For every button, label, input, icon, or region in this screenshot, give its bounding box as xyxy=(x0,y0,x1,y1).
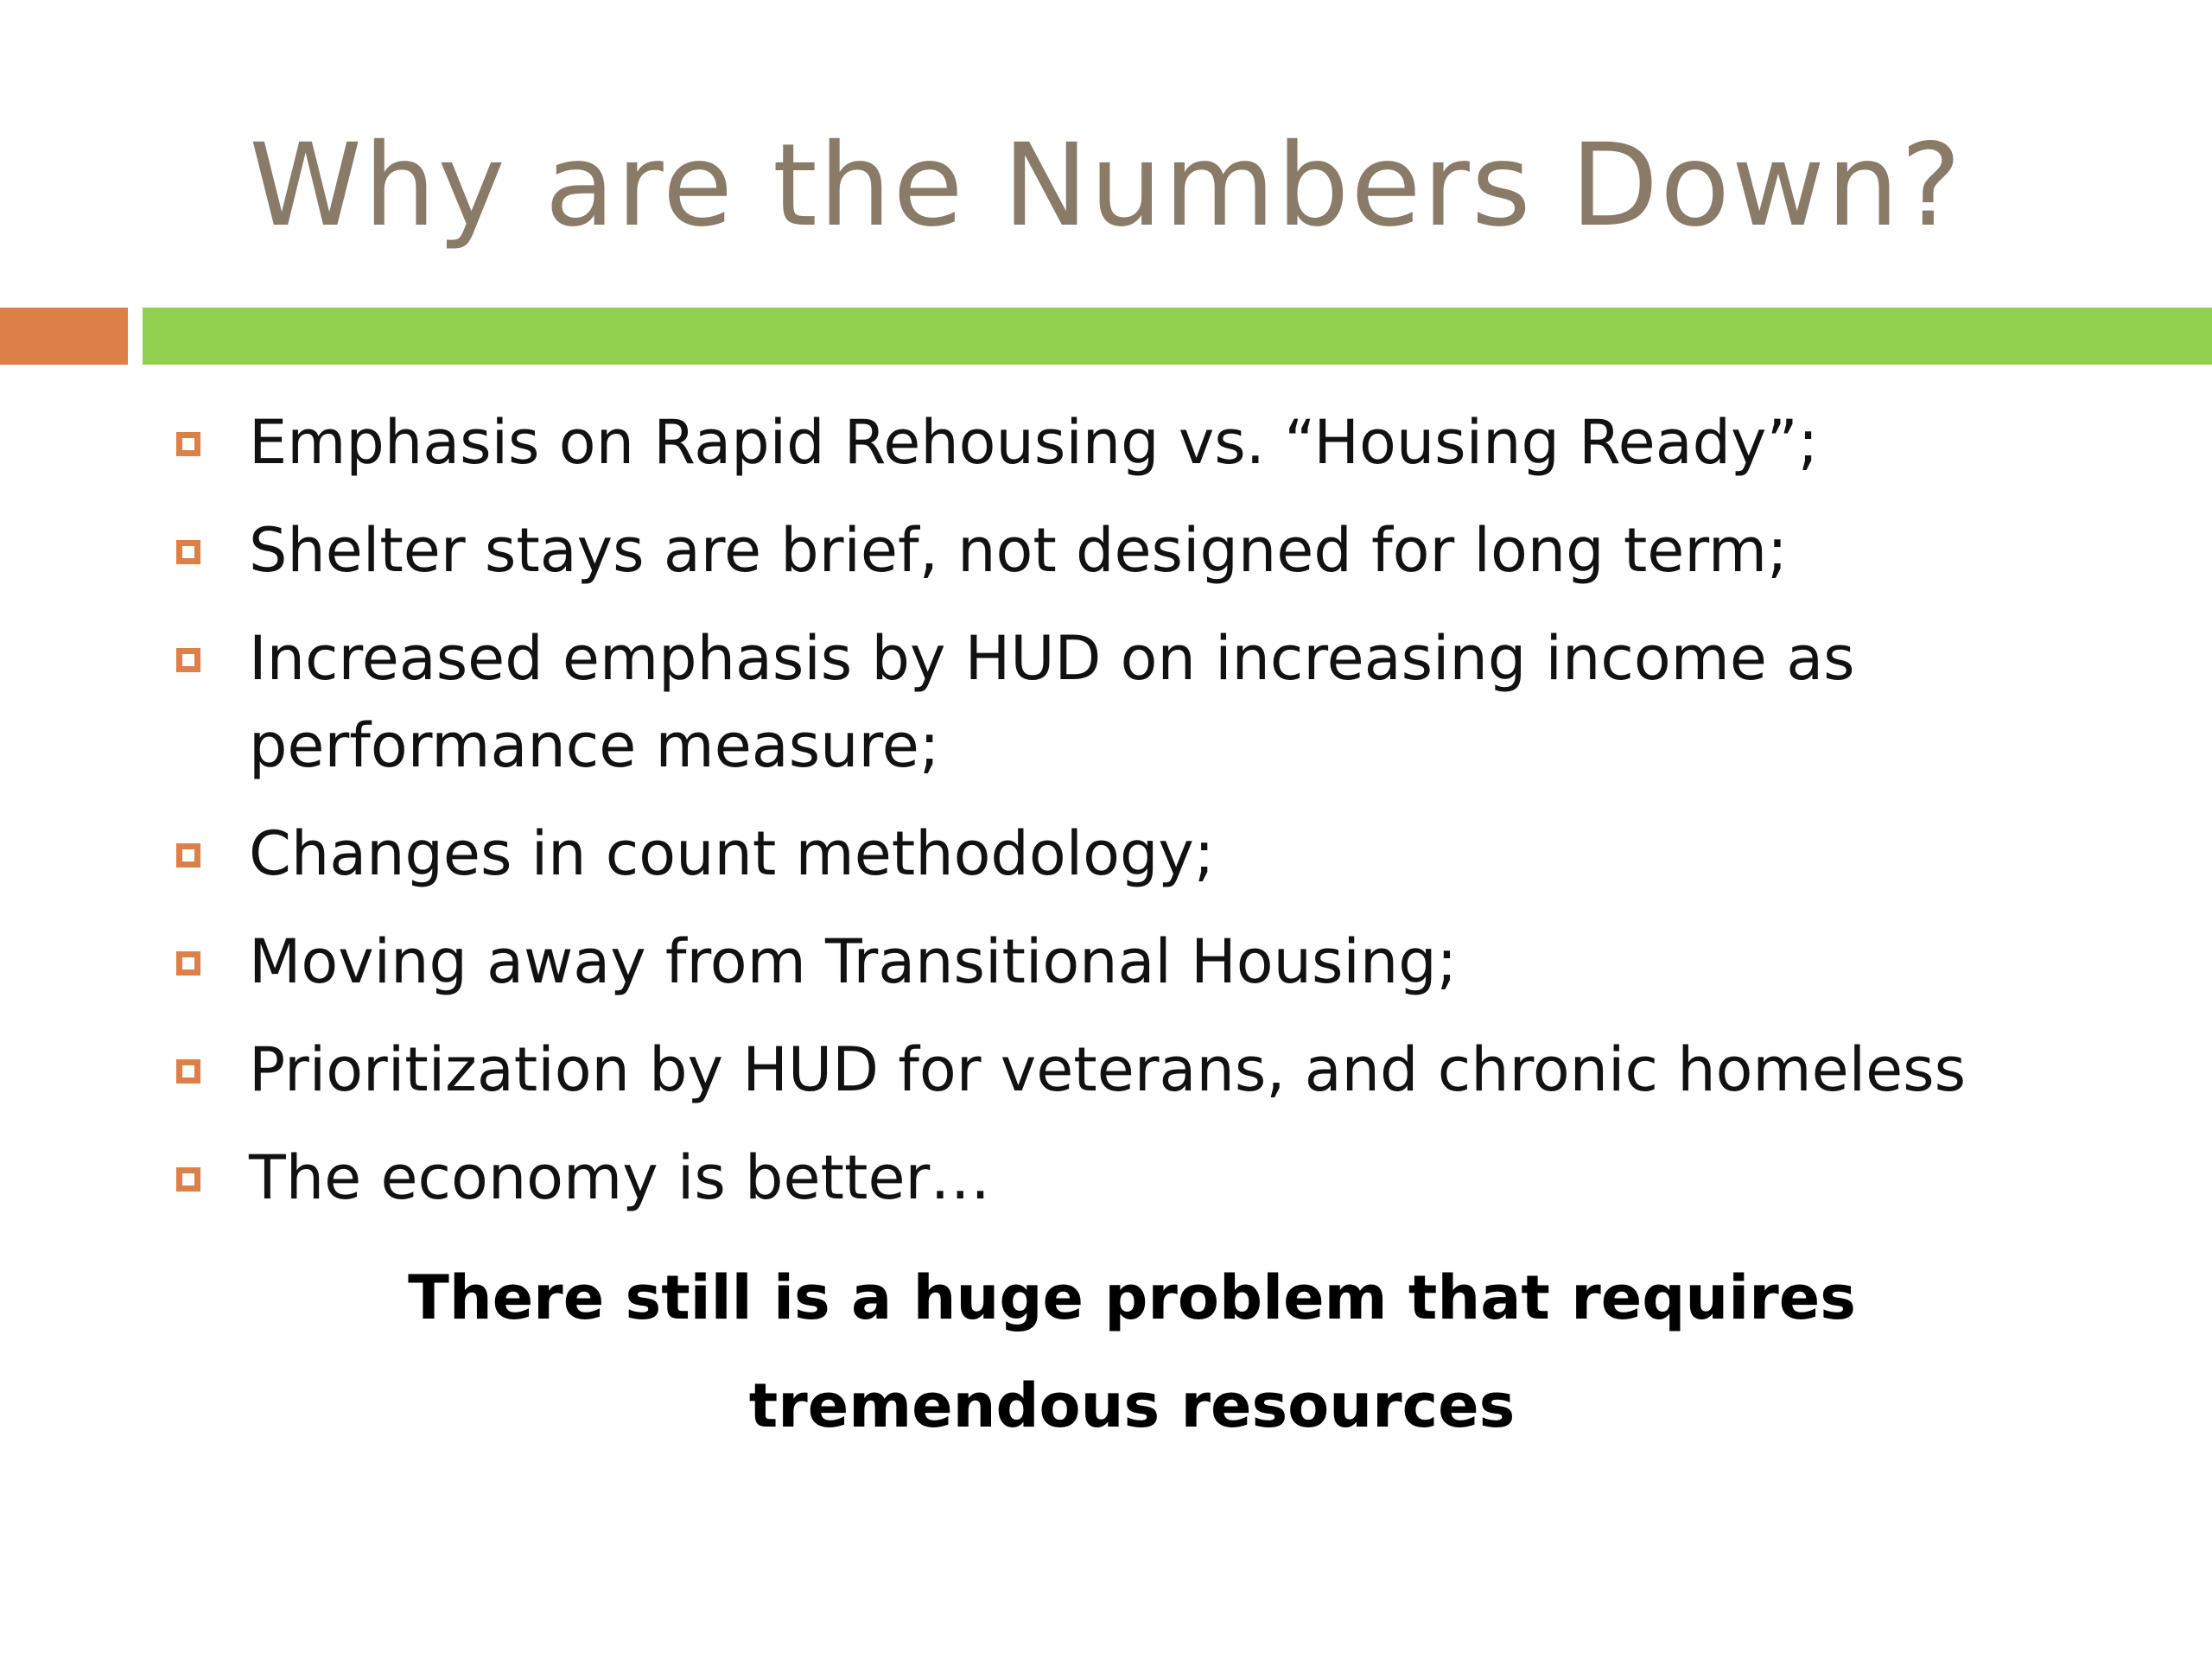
hollow-square-icon xyxy=(176,843,200,868)
hollow-square-icon xyxy=(176,1167,200,1192)
bullet-text: Increased emphasis by HUD on increasing income as performance measure; xyxy=(249,623,1855,781)
bullet-list xyxy=(173,399,2160,1243)
conclusion-text xyxy=(0,1244,2212,1460)
bullet-item xyxy=(173,1135,2160,1222)
bullet-item xyxy=(173,507,2160,594)
bullet-text: Changes in count methodology; xyxy=(249,818,1215,889)
bullet-text: Moving away from Transitional Housing; xyxy=(249,926,1458,997)
hollow-square-icon xyxy=(176,432,200,456)
bullet-item xyxy=(173,399,2160,486)
conclusion-line-1: There still is a huge problem that requires xyxy=(408,1262,1856,1333)
accent-bar-green xyxy=(143,308,2212,365)
bullet-item xyxy=(173,918,2160,1006)
bullet-item xyxy=(173,1027,2160,1114)
bullet-text: Prioritization by HUD for veterans, and chronic homeless xyxy=(249,1034,1967,1105)
accent-bar-orange xyxy=(0,308,128,365)
bullet-text: The economy is better… xyxy=(249,1142,991,1213)
hollow-square-icon xyxy=(176,540,200,564)
hollow-square-icon xyxy=(176,951,200,976)
slide-title: Why are the Numbers Down? xyxy=(249,119,1963,252)
bullet-text: Emphasis on Rapid Rehousing vs. “Housing Ready”; xyxy=(249,407,1819,478)
bullet-text: Shelter stays are brief, not designed for long term; xyxy=(249,515,1788,586)
bullet-item xyxy=(173,810,2160,898)
conclusion-line-2: tremendous resources xyxy=(748,1370,1516,1441)
bullet-item xyxy=(173,615,2160,790)
hollow-square-icon xyxy=(176,1059,200,1084)
hollow-square-icon xyxy=(176,648,200,672)
